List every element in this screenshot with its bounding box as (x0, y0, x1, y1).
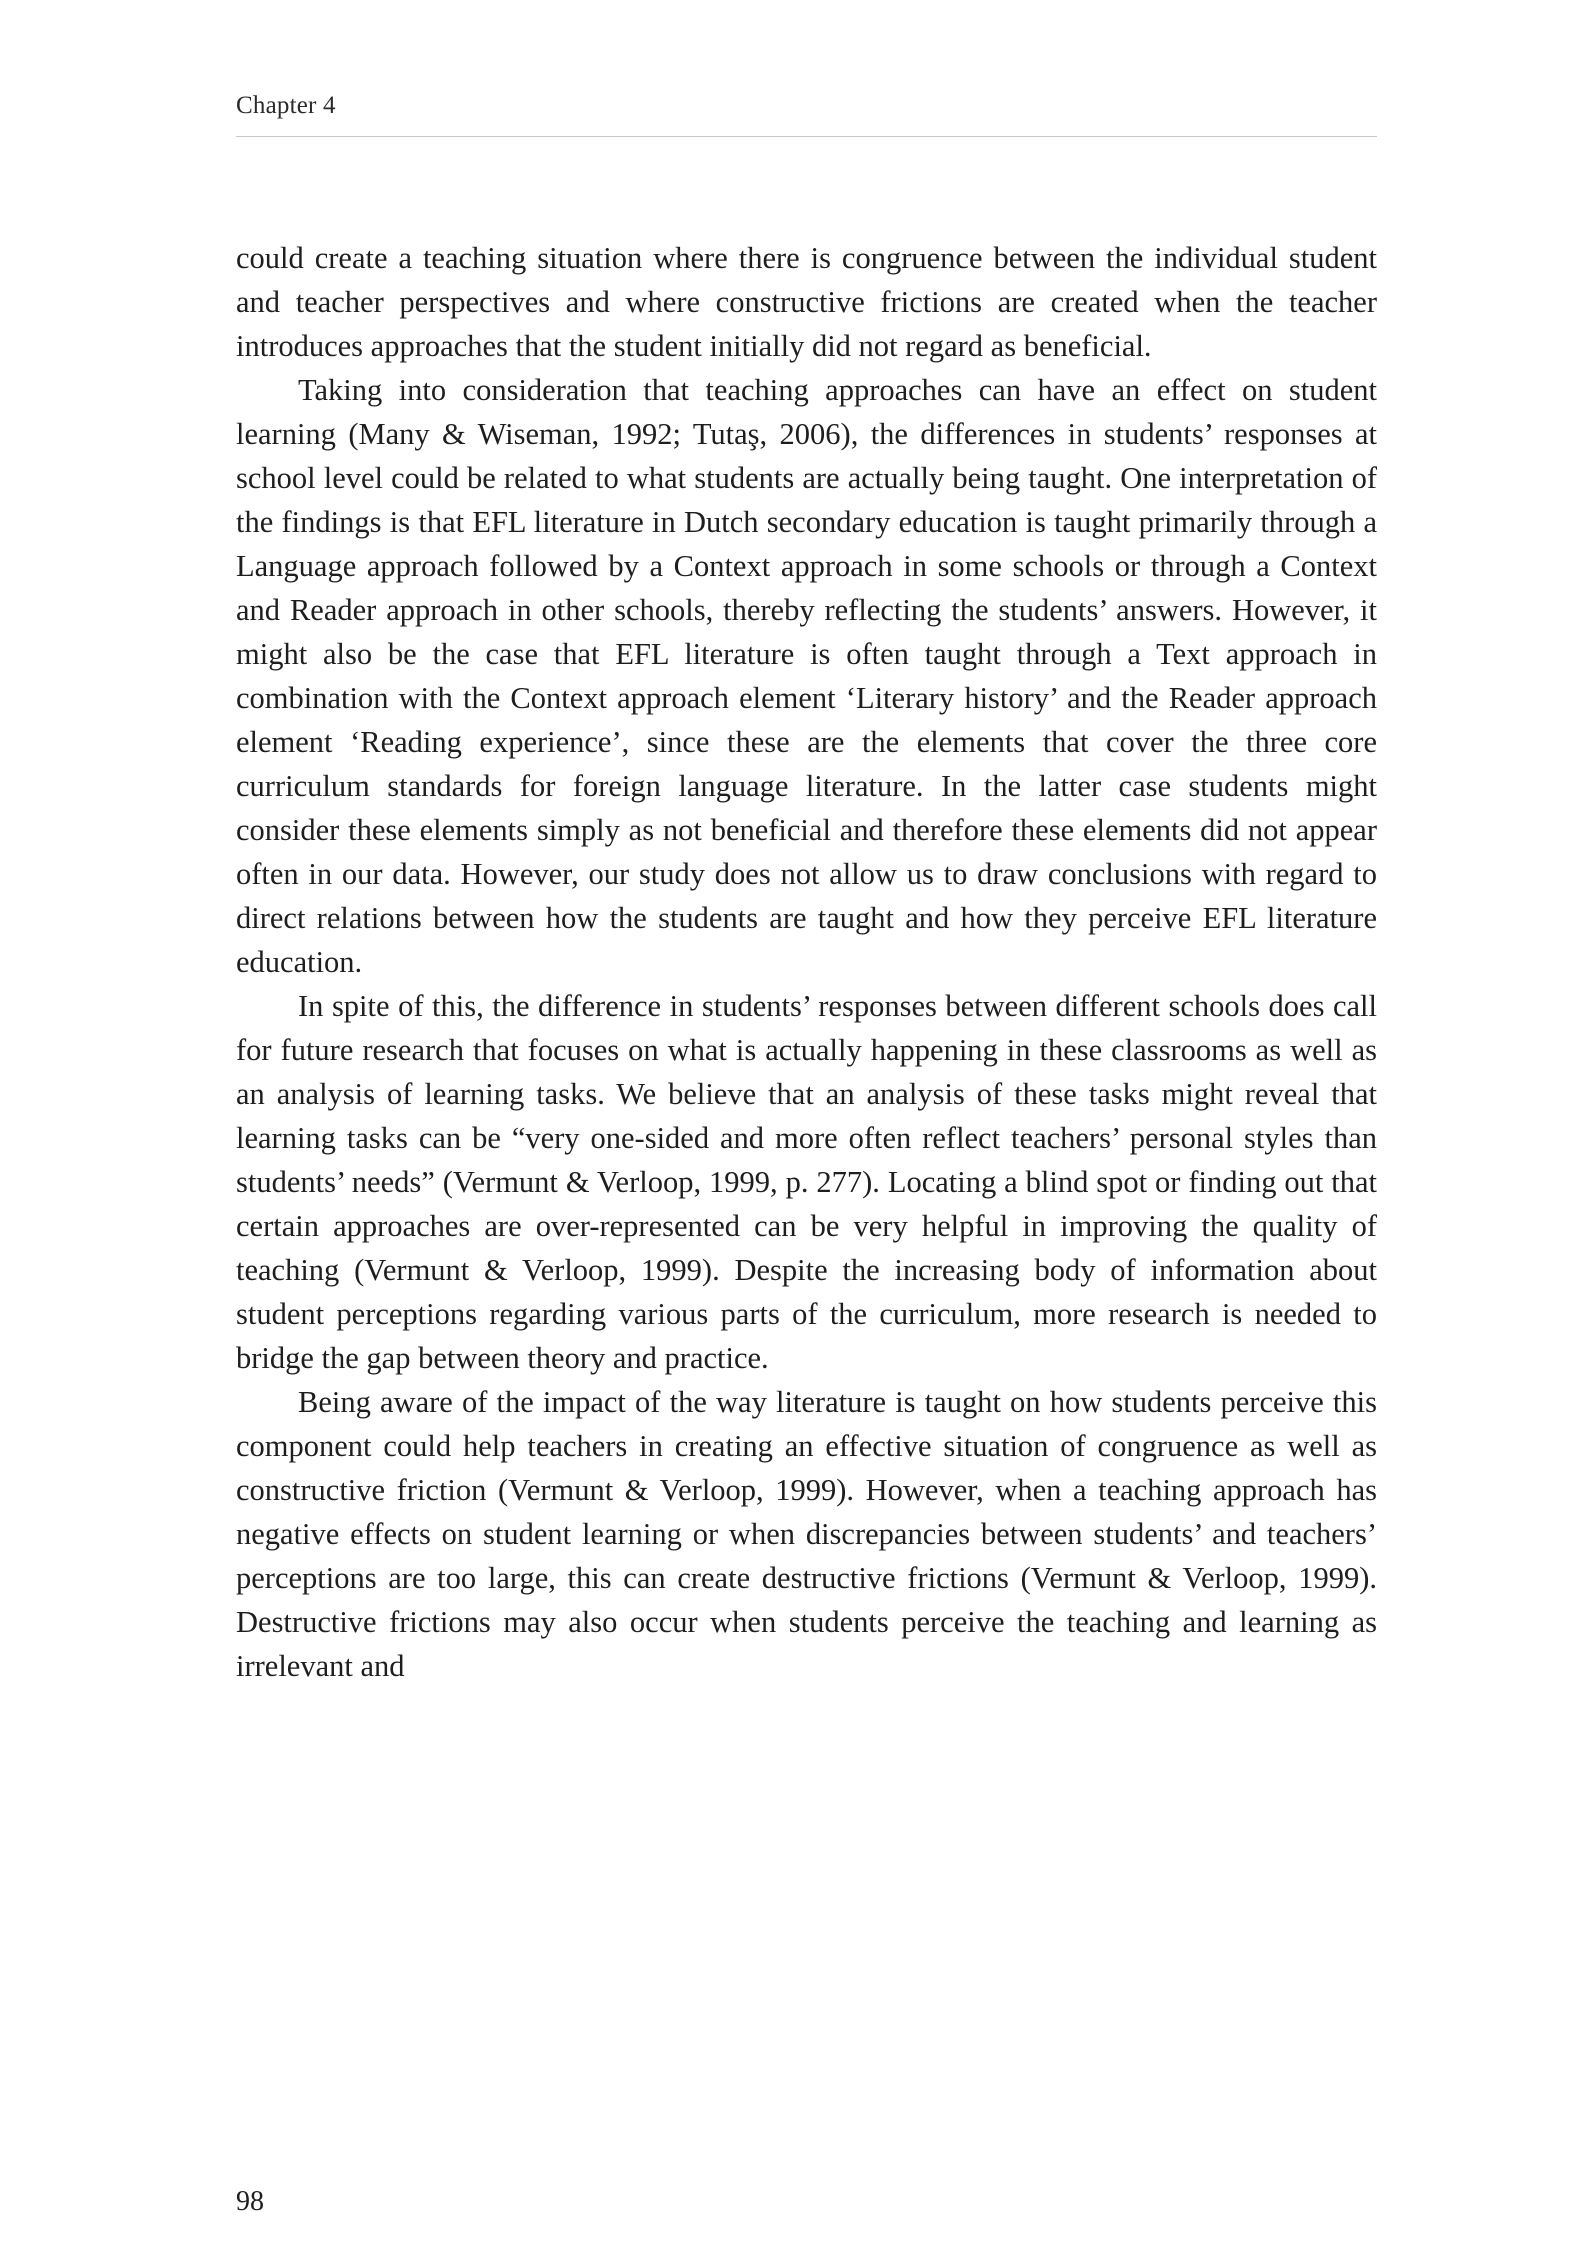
paragraph: Being aware of the impact of the way literature is taught on how students perceive this component could help teachers in creating an effective situation of congruence as well as constructive friction (Vermunt & Verloop, 1999). However, when a teaching approach has negative effects on student learning or when discrepancies between students’ and teachers’ perceptions are too large, this can create destructive frictions (Vermunt & Verloop, 1999). Destructive frictions may also occur when students perceive the teaching and learning as irrelevant and (236, 1385, 1377, 1683)
paragraph: Taking into consideration that teaching approaches can have an effect on student learning (Many & Wiseman, 1992; Tutaş, 2006), the differences in students’ responses at school level could be related to what students are actually being taught. One interpretation of the findings is that EFL literature in Dutch secondary education is taught primarily through a Language approach followed by a Context approach in some schools or through a Context and Reader approach in other schools, thereby reflecting the students’ answers. However, it might also be the case that EFL literature is often taught through a Text approach in combination with the Context approach element ‘Literary history’ and the Reader approach element ‘Reading experience’, since these are the elements that cover the three core curriculum standards for foreign language literature. In the latter case students might consider these elements simply as not beneficial and therefore these elements did not appear often in our data. However, our study does not allow us to draw conclusions with regard to direct relations between how the students are taught and how they perceive EFL literature education. (236, 373, 1377, 979)
page-header (236, 92, 1377, 137)
body-text (236, 236, 1377, 1688)
chapter-header: Chapter 4 (236, 92, 336, 119)
header-rule (236, 136, 1377, 137)
paragraph: In spite of this, the difference in students’ responses between different schools does call for future research that focuses on what is actually happening in these classrooms as well as an analysis of learning tasks. We believe that an analysis of these tasks might reveal that learning tasks can be “very one-sided and more often reflect teachers’ personal styles than students’ needs” (Vermunt & Verloop, 1999, p. 277). Locating a blind spot or finding out that certain approaches are over-represented can be very helpful in improving the quality of teaching (Vermunt & Verloop, 1999). Despite the increasing body of information about student perceptions regarding various parts of the curriculum, more research is needed to bridge the gap between theory and practice. (236, 989, 1377, 1375)
paragraph: could create a teaching situation where there is congruence between the individual student and teacher perspectives and where constructive frictions are created when the teacher introduces approaches that the student initially did not regard as beneficial. (236, 241, 1377, 363)
page-footer (236, 2186, 264, 2218)
page-number: 98 (236, 2186, 264, 2217)
